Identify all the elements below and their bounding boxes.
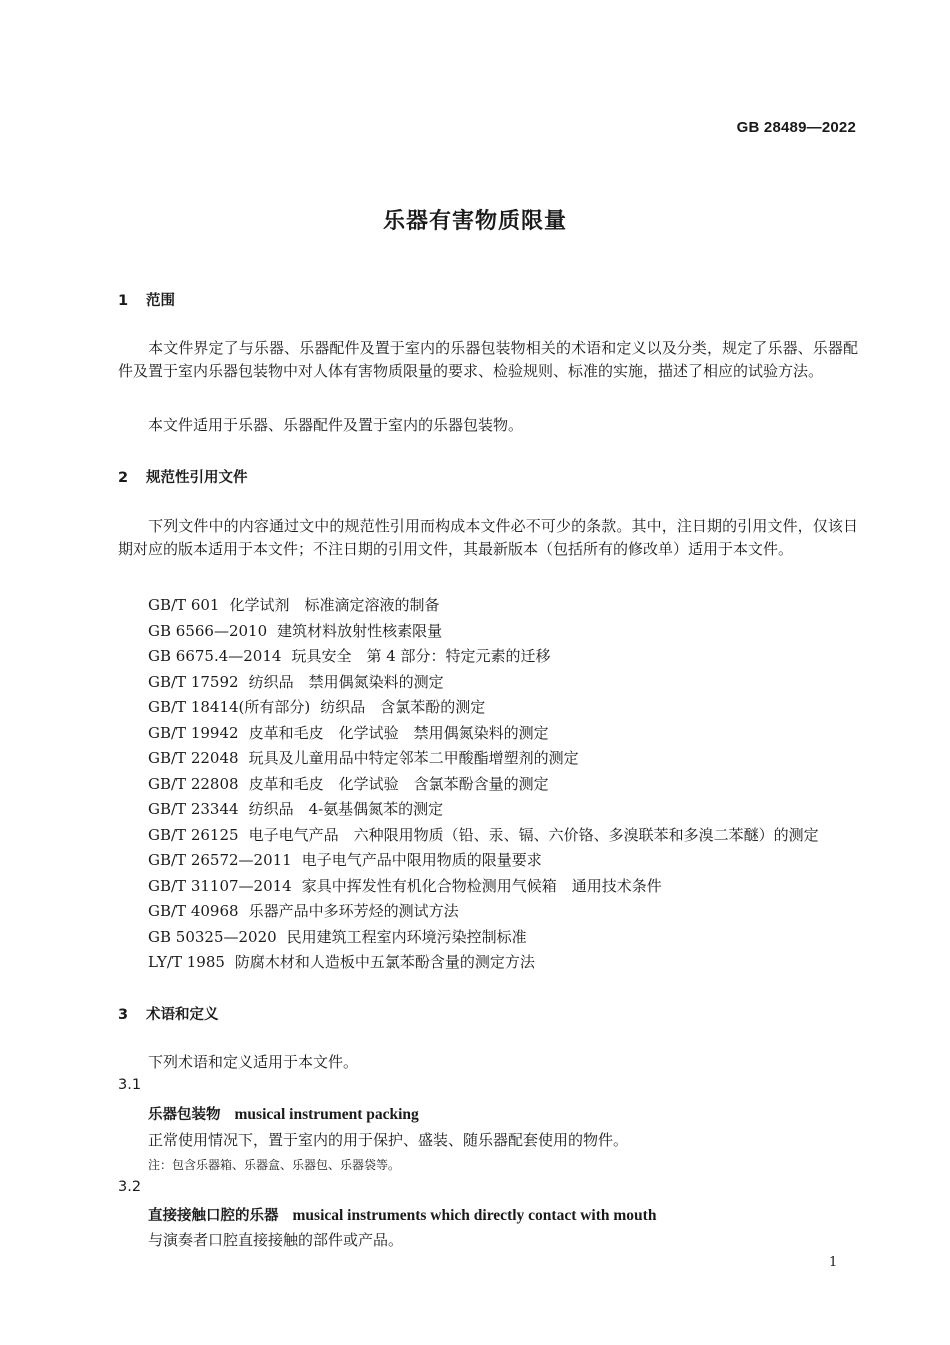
reference-list	[148, 594, 819, 977]
reference-code: GB/T 17592	[148, 672, 239, 691]
reference-code: GB/T 22048	[148, 749, 239, 767]
reference-title: 化学试剂 标准滴定溶液的制备	[229, 596, 440, 614]
reference-item	[148, 798, 819, 824]
reference-code: GB/T 31107—2014	[148, 876, 292, 895]
standard-code: GB 28489—2022	[736, 119, 856, 136]
term-name	[148, 1103, 419, 1124]
reference-code: GB/T 26125	[148, 825, 239, 844]
page-number: 1	[829, 1255, 838, 1270]
reference-item	[148, 773, 819, 799]
reference-code: GB 6566—2010	[148, 621, 268, 640]
section-1-heading	[118, 289, 175, 310]
reference-title: 皮革和毛皮 化学试验 含氯苯酚含量的测定	[248, 774, 549, 793]
reference-title: 乐器产品中多环芳烃的测试方法	[248, 902, 459, 920]
normative-intro	[118, 515, 858, 560]
reference-title: 玩具及儿童用品中特定邻苯二甲酸酯增塑剂的测定	[248, 749, 579, 767]
reference-item	[148, 900, 819, 926]
reference-title: 建筑材料放射性核素限量	[277, 621, 443, 640]
terms-intro: 下列术语和定义适用于本文件。	[148, 1053, 359, 1071]
reference-code: GB/T 23344	[148, 800, 239, 818]
normative-intro-text: 下列文件中的内容通过文中的规范性引用而构成本文件必不可少的条款。其中，注日期的引用文件，仅该日期对应的版本适用于本文件；不注日期的引用文件，其最新版本（包括所有的修改单）适用于本文件。	[118, 517, 858, 558]
reference-title: 家具中挥发性有机化合物检测用气候箱 通用技术条件	[301, 876, 662, 895]
reference-code: LY/T 1985	[148, 953, 225, 971]
reference-item	[148, 722, 819, 748]
reference-title: 防腐木材和人造板中五氯苯酚含量的测定方法	[234, 953, 535, 971]
reference-item	[148, 696, 819, 722]
reference-code: GB/T 601	[148, 596, 220, 614]
term-name-en: musical instruments which directly contact with mouth	[292, 1207, 657, 1224]
scope-text-1: 本文件界定了与乐器、乐器配件及置于室内的乐器包装物相关的术语和定义以及分类，规定了乐器、乐器配件及置于室内乐器包装物中对人体有害物质限量的要求、检验规则、标准的实施，描述了相应的试验方法。	[118, 339, 858, 380]
term-number: 3.2	[118, 1179, 142, 1195]
reference-title: 电子电气产品 六种限用物质（铅、汞、镉、六价铬、多溴联苯和多溴二苯醚）的测定	[248, 825, 819, 844]
term-note: 注：包含乐器箱、乐器盒、乐器包、乐器袋等。	[148, 1158, 401, 1172]
reference-code: GB 6675.4—2014	[148, 647, 282, 665]
reference-item	[148, 747, 819, 773]
reference-title: 纺织品 禁用偶氮染料的测定	[248, 672, 444, 691]
reference-item	[148, 645, 819, 671]
term-number: 3.1	[118, 1077, 142, 1093]
term-name-cn: 直接接触口腔的乐器	[148, 1207, 279, 1224]
term-name-en: musical instrument packing	[234, 1106, 419, 1123]
reference-item	[148, 671, 819, 697]
term-definition: 与演奏者口腔直接接触的部件或产品。	[148, 1231, 404, 1249]
reference-title: 皮革和毛皮 化学试验 禁用偶氮染料的测定	[248, 723, 549, 742]
reference-code: GB/T 22808	[148, 774, 239, 793]
reference-code: GB 50325—2020	[148, 927, 277, 946]
section-3-heading	[118, 1003, 219, 1024]
section-title: 规范性引用文件	[146, 470, 248, 486]
section-number: 2	[118, 470, 129, 486]
scope-paragraph-2	[118, 414, 858, 437]
reference-item	[148, 875, 819, 901]
section-title: 术语和定义	[146, 1007, 219, 1023]
section-number: 3	[118, 1007, 129, 1023]
term-name	[148, 1204, 656, 1225]
reference-item	[148, 849, 819, 875]
reference-item	[148, 951, 819, 977]
reference-title: 纺织品 4-氨基偶氮苯的测定	[248, 800, 444, 818]
reference-item	[148, 926, 819, 952]
reference-code: GB/T 26572—2011	[148, 851, 292, 869]
section-2-heading	[118, 466, 248, 487]
term-definition: 正常使用情况下，置于室内的用于保护、盛装、随乐器配套使用的物件。	[148, 1131, 629, 1149]
reference-title: 民用建筑工程室内环境污染控制标准	[286, 927, 527, 946]
reference-code: GB/T 18414(所有部分)	[148, 698, 311, 716]
reference-title: 玩具安全 第 4 部分：特定元素的迁移	[291, 647, 551, 665]
section-title: 范围	[146, 293, 175, 309]
term-name-cn: 乐器包装物	[148, 1106, 221, 1123]
reference-item	[148, 594, 819, 620]
scope-paragraph-1	[118, 337, 858, 382]
document-title: 乐器有害物质限量	[382, 209, 567, 234]
reference-code: GB/T 19942	[148, 723, 239, 742]
reference-code: GB/T 40968	[148, 902, 239, 920]
reference-item	[148, 824, 819, 850]
section-number: 1	[118, 293, 129, 309]
reference-item	[148, 620, 819, 646]
reference-title: 电子电气产品中限用物质的限量要求	[301, 851, 542, 869]
scope-text-2: 本文件适用于乐器、乐器配件及置于室内的乐器包装物。	[148, 416, 524, 434]
reference-title: 纺织品 含氯苯酚的测定	[320, 698, 486, 716]
